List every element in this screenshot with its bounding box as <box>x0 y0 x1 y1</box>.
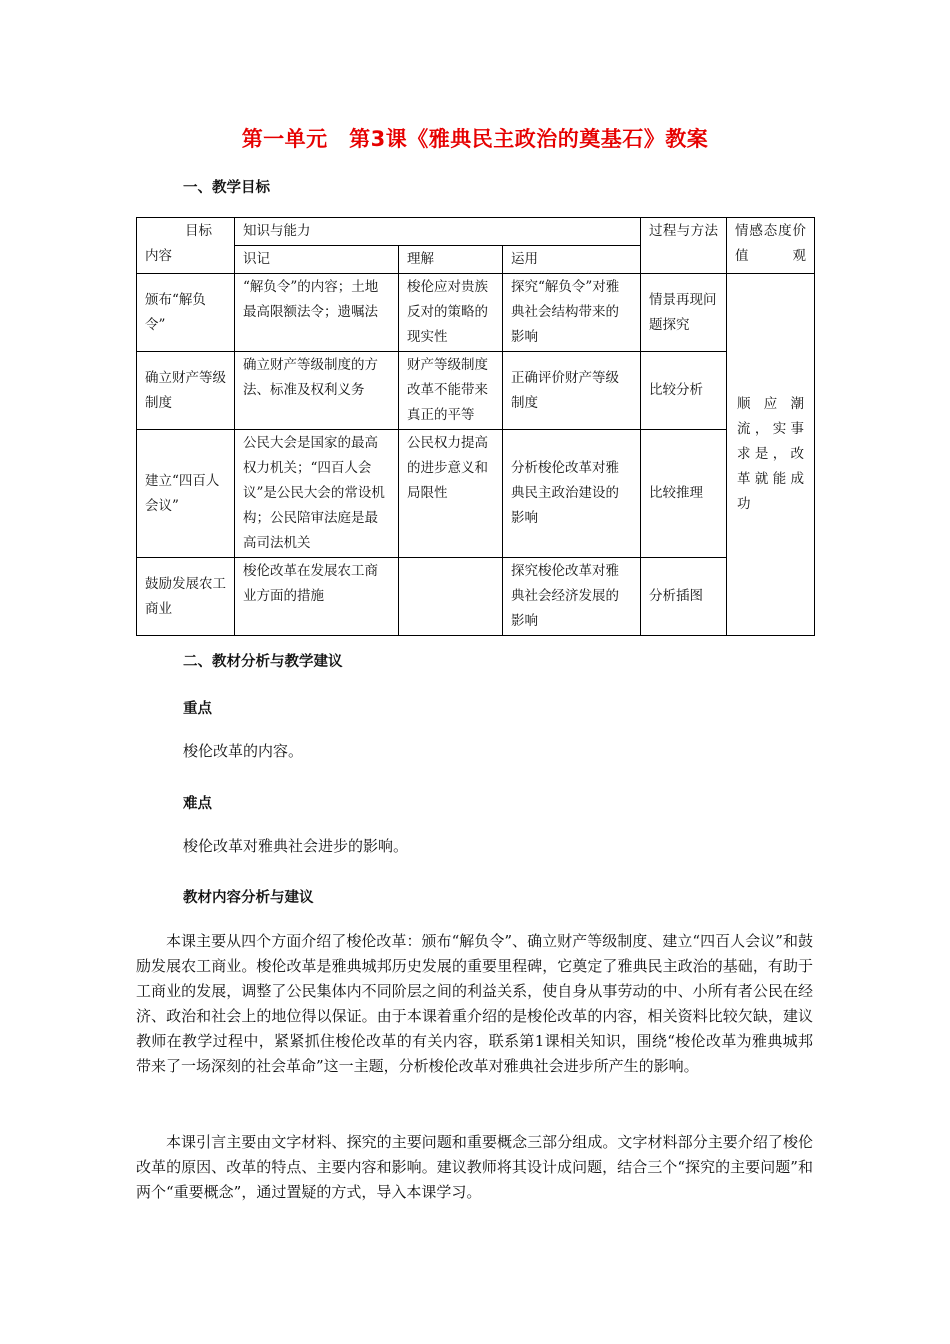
corner-bottom-label: 内容 <box>145 248 172 264</box>
memorize-cell: 公民大会是国家的最高权力机关；“四百人会议”是公民大会的常设机构；公民陪审法庭是最高司法机关 <box>235 430 399 558</box>
memorize-header: 识记 <box>235 246 399 274</box>
section-heading-analysis: 二、教材分析与教学建议 <box>183 654 343 670</box>
key-text: 梭伦改革的内容。 <box>183 742 304 760</box>
apply-cell: 正确评价财产等级制度 <box>503 352 641 430</box>
difficult-text: 梭伦改革对雅典社会进步的影响。 <box>183 837 409 855</box>
method-cell: 情景再现问题探究 <box>641 274 727 352</box>
apply-cell: 分析梭伦改革对雅典民主政治建设的影响 <box>503 430 641 558</box>
content-cell: 建立“四百人会议” <box>137 430 235 558</box>
emotion-header: 情感态度价值观 <box>727 218 815 274</box>
key-heading: 重点 <box>183 701 212 717</box>
table-row <box>137 274 815 352</box>
understand-cell: 梭伦应对贵族反对的策略的现实性 <box>399 274 503 352</box>
difficult-heading: 难点 <box>183 796 212 812</box>
emotion-value-cell: 顺应潮流，实事求是，改革就能成功 <box>727 274 815 636</box>
method-cell: 分析插图 <box>641 558 727 636</box>
analysis-heading: 教材内容分析与建议 <box>183 890 314 906</box>
content-cell: 确立财产等级制度 <box>137 352 235 430</box>
apply-header: 运用 <box>503 246 641 274</box>
memorize-cell: “解负令”的内容；土地最高限额法令；遗嘱法 <box>235 274 399 352</box>
memorize-cell: 确立财产等级制度的方法、标准及权利义务 <box>235 352 399 430</box>
paragraph-2: 本课引言主要由文字材料、探究的主要问题和重要概念三部分组成。文字材料部分主要介绍了梭伦改革的原因、改革的特点、主要内容和影响。建议教师将其设计成问题，结合三个“探究的主要问题”和两个“重要概念”，通过置疑的方式，导入本课学习。 <box>136 1133 813 1201</box>
knowledge-header: 知识与能力 <box>235 218 641 246</box>
objectives-table <box>136 217 815 636</box>
apply-cell: 探究梭伦改革对雅典社会经济发展的影响 <box>503 558 641 636</box>
content-cell: 颁布“解负令” <box>137 274 235 352</box>
content-cell: 鼓励发展农工商业 <box>137 558 235 636</box>
table-row <box>137 352 815 430</box>
apply-cell: 探究“解负令”对雅典社会结构带来的影响 <box>503 274 641 352</box>
table-row <box>137 430 815 558</box>
understand-header: 理解 <box>399 246 503 274</box>
paragraph-1: 本课主要从四个方面介绍了梭伦改革：颁布“解负令”、确立财产等级制度、建立“四百人会议”和鼓励发展农工商业。梭伦改革是雅典城邦历史发展的重要里程碑，它奠定了雅典民主政治的基础，有助于工商业的发展，调整了公民集体内不同阶层之间的利益关系，使自身从事劳动的中、小所有者公民在经济、政治和社会上的地位得以保证。由于本课着重介绍的是梭伦改革的内容，相关资料比较欠缺，建议教师在教学过程中，紧紧抓住梭伦改革的有关内容，联系第1课相关知识，围绕“梭伦改革为雅典城邦带来了一场深刻的社会革命”这一主题，分析梭伦改革对雅典社会进步所产生的影响。 <box>136 932 813 1075</box>
memorize-cell: 梭伦改革在发展农工商业方面的措施 <box>235 558 399 636</box>
understand-cell <box>399 558 503 636</box>
section-heading-objectives: 一、教学目标 <box>183 180 270 196</box>
method-cell: 比较推理 <box>641 430 727 558</box>
page-title: 第一单元 第3课《雅典民主政治的奠基石》教案 <box>241 127 709 151</box>
method-cell: 比较分析 <box>641 352 727 430</box>
process-header: 过程与方法 <box>641 218 727 274</box>
understand-cell: 财产等级制度改革不能带来真正的平等 <box>399 352 503 430</box>
table-header-row <box>137 218 815 246</box>
understand-cell: 公民权力提高的进步意义和局限性 <box>399 430 503 558</box>
table-row <box>137 558 815 636</box>
corner-top-label: 目标 <box>185 223 212 239</box>
corner-cell <box>137 218 235 274</box>
